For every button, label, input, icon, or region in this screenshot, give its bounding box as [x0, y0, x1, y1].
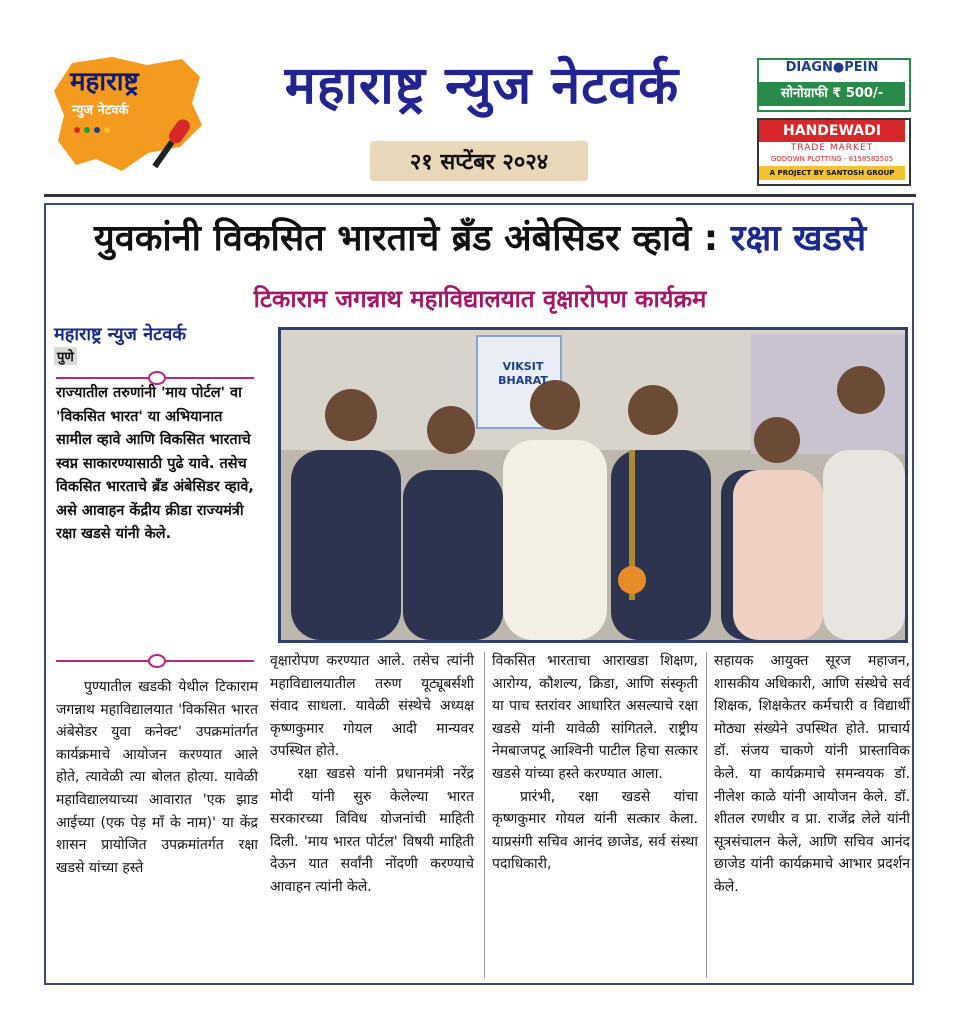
divider-ornament-icon	[148, 654, 166, 668]
headline-person-name: रक्षा खडसे	[730, 218, 867, 259]
logo-subtitle: न्युज नेटवर्क	[72, 103, 129, 118]
column-4-text: सहायक आयुक्त सूरज महाजन, शासकीय अधिकारी, आणि संस्थेचे सर्व शिक्षक, शिक्षकेतर कर्मचारी व विद्यार्थी मोठ्या संख्येने उपस्थित होते. प्राचार्य डॉ. संजय चाकणे यांनी प्रास्ताविक केले. या कार्यक्रमाचे समन्वयक डॉ. नीलेश काळे यांनी आयोजन केले. डॉ. शीतल रणधीर व प्रा. राजेंद्र लेले यांनी सूत्रसंचालन केले, आणि सचिव आनंद छाजेड यांनी कार्यक्रमाचे आभार प्रदर्शन केले.	[714, 653, 910, 895]
column-3-paragraph-2: प्रारंभी, रक्षा खडसे यांचा कृष्णकुमार गोयल यांनी सत्कार केला. याप्रसंगी सचिव आनंद छाजेड, सर्व संस्था पदाधिकारी,	[492, 788, 698, 873]
diagnopein-ad-brand: DIAGN●PEIN	[785, 60, 879, 75]
handewadi-ad-title: HANDEWADI	[759, 120, 905, 142]
logo-title: महाराष्ट्र	[70, 67, 139, 97]
column-1-text: पुण्यातील खडकी येथील टिकाराम जगन्नाथ महाविद्यालयात 'विकसित भारत अंबेसेडर युवा कनेक्ट' उपक्रमांतर्गत कार्यक्रमाचे आयोजन करण्यात आले होते, त्यावेळी त्या बोलत होत्या. यावेळी महाविद्यालयाच्या आवारात 'एक झाड आईच्या (एक पेड़ माँ के नाम)' या केंद्र शासन प्रायोजित उपक्रमांतर्गत रक्षा खडसे यांच्या हस्ते	[56, 679, 258, 876]
handewadi-ad-contact: GODOWN PLOTTING - 8158582505	[770, 155, 894, 163]
column-2-paragraph-2: रक्षा खडसे यांनी प्रधानमंत्री नरेंद्र मोदी यांनी सुरु केलेल्या भारत सरकारच्या विविध योजनांची माहिती दिली. 'माय भारत पोर्टल' विषयी माहिती देऊन यात सर्वांनी नोंदणी करण्याचे आवाहन त्यांनी केले.	[270, 765, 474, 895]
event-photo[interactable]	[278, 327, 908, 643]
article-column-1	[56, 676, 258, 879]
dateline-place: पुणे	[54, 347, 77, 365]
photo-banner-text: VIKSIT BHARAT	[498, 360, 548, 387]
column-separator	[706, 652, 707, 978]
issue-date: २१ सप्टेंबर २०२४	[409, 150, 549, 175]
article-intro: राज्यातील तरुणांनी 'माय पोर्टल' वा 'विकसित भारत' या अभियानात सामील व्हावे आणि विकसित भारताचे स्वप्न साकारण्यासाठी पुढे यावे. तसेच विकसित भारताचे ब्रँड अंबेसिडर व्हावे, असे आवाहन केंद्रीय क्रीडा राज्यमंत्री रक्षा खडसे यांनी केले.	[56, 385, 254, 542]
header-divider	[44, 194, 916, 197]
headline-text: युवकांनी विकसित भारताचे ब्रँड अंबेसिडर व्हावे :	[93, 218, 731, 259]
article-subheadline: टिकाराम जगन्नाथ महाविद्यालयात वृक्षारोपण कार्यक्रम	[253, 285, 707, 313]
newspaper-masthead: महाराष्ट्र न्युज नेटवर्क	[284, 56, 680, 116]
diagnopein-ad-offer: सोनोग्राफी ₹ 500/-	[759, 82, 905, 106]
handewadi-ad-subtitle: TRADE MARKET	[790, 143, 874, 153]
column-separator	[484, 652, 485, 978]
column-3-paragraph-1: विकसित भारताचा आराखडा शिक्षण, आरोग्य, कौशल्य, क्रिडा, आणि संस्कृती या पाच स्तरांवर आधारित असल्याचे रक्षा खडसे यांनी यावेळी सांगितले. राष्ट्रीय नेमबाजपटू आश्विनी पाटील हिचा सत्कार खडसे यांच्या हस्ते करण्यात आला.	[492, 653, 698, 782]
article-column-2	[270, 650, 474, 899]
column-2-paragraph-1: वृक्षारोपण करण्यात आले. तसेच त्यांनी महाविद्यालयातील तरुण यूट्यूबर्सशी संवाद साधला. यावेळी संस्थेचे अध्यक्ष कृष्णकुमार गोयल आदी मान्यवर उपस्थित होते.	[270, 653, 474, 760]
handewadi-ad-footer: A PROJECT BY SANTOSH GROUP	[759, 166, 905, 180]
article-column-3	[492, 650, 698, 876]
byline: महाराष्ट्र न्युज नेटवर्क	[54, 324, 187, 345]
article-column-4	[714, 650, 910, 899]
article-headline	[50, 212, 910, 261]
